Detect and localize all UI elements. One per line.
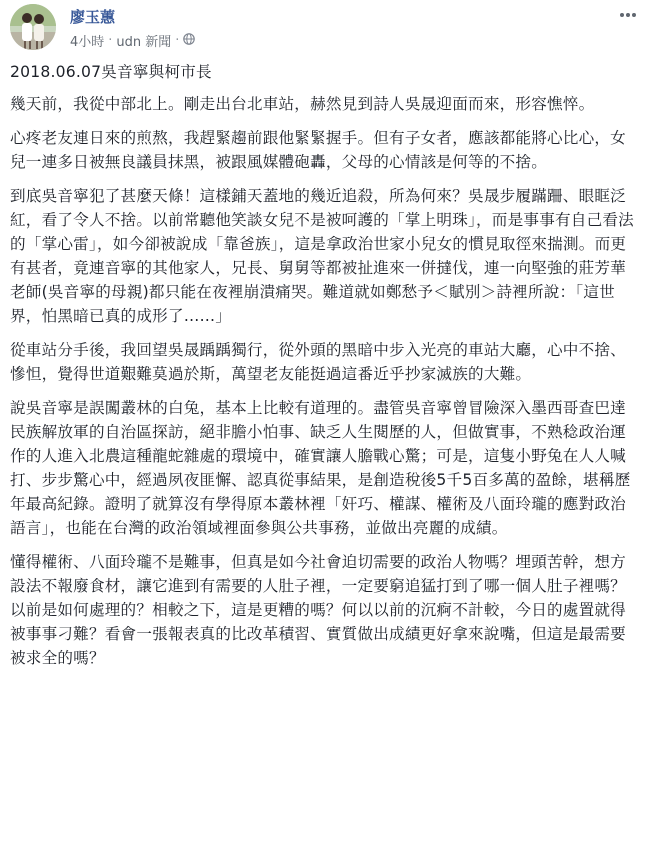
post-paragraph: 幾天前，我從中部北上。剛走出台北車站，赫然見到詩人吳晟迎面而來，形容憔悴。 xyxy=(10,95,595,113)
post-paragraph: 到底吳音寧犯了甚麼天條！這樣鋪天蓋地的幾近追殺，所為何來？吳晟步履蹣跚、眼眶泛紅，看了令人不捨。以前常聽他笑談女兒不是被呵護的「掌上明珠」，而是事事有自己看法的「掌心雷」，如今卻被說成「靠爸族」，這是拿政治世家小兒女的慣見取徑來揣測。而更有甚者，竟連音寧的其他家人，兄長、舅舅等都被扯進來一併撻伐，連一向堅強的莊芳華老師(吳音寧的母親)都只能在夜裡崩潰痛哭。難道就如鄭愁予＜賦別＞詩裡所說：「這世界，怕黑暗已真的成形了……」 xyxy=(10,187,634,325)
post-paragraph: 說吳音寧是誤闖叢林的白兔，基本上比較有道理的。盡管吳音寧曾冒險深入墨西哥查巴達民族解放軍的自治區探訪，絕非膽小怕事、缺乏人生閱歷的人，但做實事，不熟稔政治運作的人進入北農這種龍蛇雜處的環境中，確實讓人膽戰心驚；可是，這隻小野兔在人人喊打、步步驚心中，經過夙夜匪懈、認真從事結果，是創造稅後5千5百多萬的盈餘，堪稱歷年最高紀錄。證明了就算沒有學得原本叢林裡「奸巧、權謀、權術及八面玲瓏的應對政治語言」，也能在台灣的政治領域裡面參與公共事務，並做出亮麗的成績。 xyxy=(10,399,631,537)
author-name[interactable]: 廖玉蕙 xyxy=(70,8,116,26)
globe-icon xyxy=(183,33,195,49)
post-timestamp[interactable]: 4小時 xyxy=(70,35,105,50)
post-title: 2018.06.07吳音寧與柯市長 xyxy=(10,63,212,81)
avatar[interactable] xyxy=(10,4,56,50)
post-paragraph: 心疼老友連日來的煎熬，我趕緊趨前跟他緊緊握手。但有子女者，應該都能將心比心，女兒一連多日被無良議員抹黑，被跟風媒體砲轟，父母的心情該是何等的不捨。 xyxy=(10,129,626,171)
post-body xyxy=(10,60,638,680)
avatar-photo xyxy=(10,4,56,50)
meta-separator: · xyxy=(108,33,113,48)
meta-separator-2: · xyxy=(175,33,180,48)
post-paragraph: 從車站分手後，我回望吳晟踽踽獨行，從外頭的黑暗中步入光亮的車站大廳，心中不捨、慘怛，覺得世道艱難莫過於斯，萬望老友能挺過這番近乎抄家滅族的大難。 xyxy=(10,341,626,383)
post-header xyxy=(10,4,640,52)
post-source[interactable]: udn 新聞 xyxy=(116,35,172,50)
more-options-icon[interactable] xyxy=(616,8,640,22)
post-paragraph: 懂得權術、八面玲瓏不是難事，但真是如今社會迫切需要的政治人物嗎？埋頭苦幹，想方設法不報廢食材，讓它進到有需要的人肚子裡，一定要窮追猛打到了哪一個人肚子裡嗎？以前是如何處理的？相較之下，這是更糟的嗎？何以以前的沉痾不計較，今日的處置就得被事事刁難？看會一張報表真的比改革積習、實質做出成績更好拿來說嘴，但這是最需要被求全的嗎？ xyxy=(10,553,626,667)
post-meta xyxy=(70,31,195,50)
